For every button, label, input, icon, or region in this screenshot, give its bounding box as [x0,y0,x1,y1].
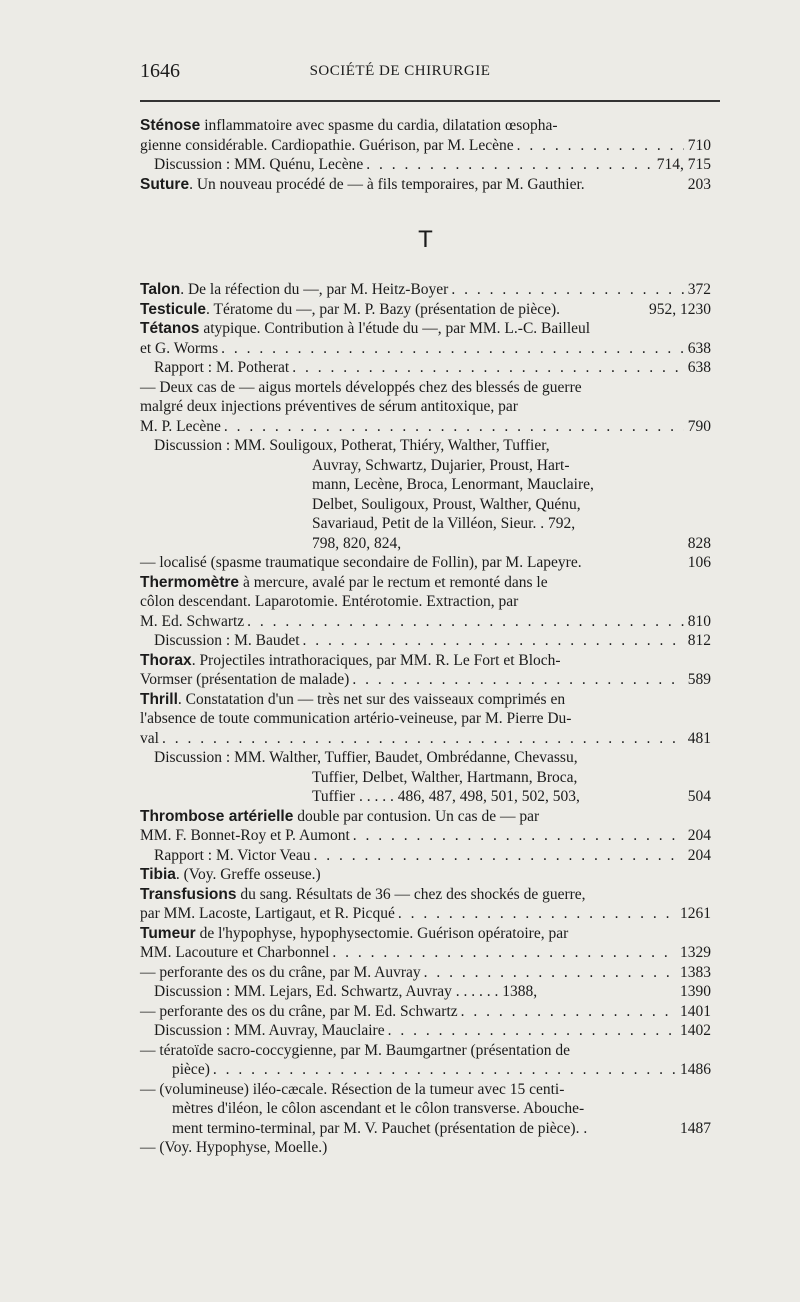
index-line-text: Tuffier, Delbet, Walther, Hartmann, Broca, [312,768,578,786]
index-line [140,846,711,866]
dot-leader [363,155,653,175]
index-line [140,982,711,1002]
index-line-text: l'absence de toute communication artério-veineuse, par M. Pierre Du- [140,710,572,727]
index-line [140,631,711,651]
index-line-text: MM. F. Bonnet-Roy et P. Aumont [140,827,350,844]
dot-leader [221,417,684,437]
index-line-text: par MM. Lacoste, Lartigaut, et R. Picqué [140,905,395,922]
dot-leader [218,339,684,359]
index-line-text: Discussion : MM. Walther, Tuffier, Baudet, Ombrédanne, Chevassu, [154,749,578,766]
index-line-text: Transfusions du sang. Résultats de 36 — chez des shockés de guerre, [140,885,586,903]
header-rule [140,100,720,102]
index-line-text: côlon descendant. Laparotomie. Entérotomie. Extraction, par [140,593,519,610]
index-line [140,768,711,788]
page-reference: 1329 [680,944,711,961]
page-reference: 828 [687,534,711,552]
index-line-text: Discussion : MM. Auvray, Mauclaire [154,1022,385,1039]
index-line-text: ment termino-terminal, par M. V. Pauchet (présentation de pièce). . [172,1119,588,1137]
index-line-text: et G. Worms [140,339,219,357]
page-reference: 203 [687,175,711,193]
index-line [140,943,711,963]
index-line [140,417,711,437]
index-line-text: Rapport : M. Victor Veau [154,846,311,864]
index-line-text: Discussion : MM. Souligoux, Potherat, Thiéry, Walther, Tuffier, [154,437,550,454]
page-reference: 1401 [680,1002,711,1020]
index-line [140,670,711,690]
index-headword: Thermomètre [140,573,240,591]
index-line [140,690,711,710]
index-line [140,651,711,671]
index-line-text: Rapport : M. Potherat [154,359,290,376]
index-line-text: — localisé (spasme traumatique secondaire de Follin), par M. Lapeyre. [140,554,582,571]
index-line [140,339,711,359]
index-line-text: Delbet, Souligoux, Proust, Walther, Quénu, [312,495,581,513]
index-line-text: Sténose inflammatoire avec spasme du cardia, dilatation œsopha- [140,117,558,134]
dot-leader [300,631,684,651]
page-reference: 1487 [680,1119,711,1137]
page-number: 1646 [140,60,180,82]
index-line-text: — Deux cas de — aigus mortels développés chez des blessés de guerre [140,378,582,396]
index-line-text: Tibia. (Voy. Greffe osseuse.) [140,866,321,883]
index-line [140,378,711,398]
index-line [140,729,711,749]
index-line [140,787,711,807]
page-reference: 714, 715 [656,156,711,173]
index-line-text: Suture. Un nouveau procédé de — à fils temporaires, par M. Gauthier. [140,175,585,193]
index-line-text: Vormser (présentation de malade) [140,671,350,688]
index-headword: Tétanos [140,320,200,337]
index-line [140,155,711,175]
index-line [140,1099,711,1119]
index-line-text: Thrill. Constatation d'un — très net sur des vaisseaux comprimés en [140,690,566,708]
index-line-text: — tératoïde sacro-coccygienne, par M. Baumgartner (présentation de [140,1041,570,1059]
index-line [140,865,711,885]
index-line [140,553,711,573]
index-line [140,397,711,417]
index-line-text: — perforante des os du crâne, par M. Ed. Schwartz [140,1002,458,1020]
index-line-text: — (Voy. Hypophyse, Moelle.) [140,1139,328,1156]
index-line [140,300,711,320]
index-headword: Testicule [140,300,207,318]
index-line [140,175,711,195]
index-line-text: gienne considérable. Cardiopathie. Guérison, par M. Lecène [140,136,514,154]
index-line [140,534,711,554]
dot-leader [421,963,676,983]
running-title: SOCIÉTÉ DE CHIRURGIE [309,63,491,79]
index-line [140,514,711,534]
index-line [140,436,711,456]
index-headword: Talon [140,281,181,298]
index-line-text: Savariaud, Petit de la Villéon, Sieur. . 792, [312,515,576,532]
index-line [140,456,711,476]
index-line-text: M. Ed. Schwartz [140,612,245,630]
page-reference: 1402 [680,1022,711,1039]
dot-leader [395,904,676,924]
index-line [140,1060,711,1080]
dot-leader [514,136,684,156]
index-line-text: Tuffier . . . . . 486, 487, 498, 501, 502, 503, [312,788,580,805]
dot-leader [448,280,683,300]
index-line [140,748,711,768]
index-line-text: MM. Lacouture et Charbonnel [140,944,330,961]
index-line [140,1021,711,1041]
spacer [582,553,684,573]
section-letter: T [418,226,433,253]
index-line-text: Tumeur de l'hypophyse, hypophysectomie. Guérison opératoire, par [140,924,569,942]
index-line [140,592,711,612]
dot-leader [329,943,676,963]
page-reference: 710 [687,136,711,154]
index-line [140,116,711,136]
index-line-text: Testicule. Tératome du —, par M. P. Bazy (présentation de pièce). [140,300,560,318]
spacer [401,534,684,554]
page-reference: 106 [687,554,711,571]
index-line [140,136,711,156]
index-line [140,963,711,983]
page-reference: 1486 [680,1061,711,1078]
page-reference: 812 [687,632,711,649]
page-reference: 372 [687,281,711,298]
index-line-text: mètres d'iléon, le côlon ascendant et le côlon transverse. Abouche- [172,1100,585,1117]
index-line [140,826,711,846]
index-line-text: — (volumineuse) iléo-cæcale. Résection de la tumeur avec 15 centi- [140,1080,565,1098]
spacer [585,175,684,195]
dot-leader [350,826,684,846]
page-reference: 638 [687,359,711,376]
dot-leader [210,1060,676,1080]
spacer [587,1119,676,1139]
index-line [140,904,711,924]
index-line [140,358,711,378]
page-reference: 1383 [680,963,711,981]
dot-leader [244,612,684,632]
dot-leader [458,1002,676,1022]
page-reference: 810 [687,612,711,630]
index-line [140,709,711,729]
index-line-text: val [140,729,159,747]
index-line [140,885,711,905]
page-reference: 1390 [680,983,711,1000]
page-reference: 204 [687,846,711,864]
index-line-text: Discussion : MM. Lejars, Ed. Schwartz, Auvray . . . . . . 1388, [154,983,538,1000]
index-line [140,495,711,515]
spacer [560,300,645,320]
page-reference: 1261 [680,905,711,922]
page-reference: 638 [687,339,711,357]
index-line-text: Talon. De la réfection du —, par M. Heitz-Boyer [140,281,449,298]
index-headword: Thrill [140,690,178,708]
page-reference: 952, 1230 [649,300,711,318]
page-reference: 204 [687,827,711,844]
spacer [537,982,676,1002]
index-line [140,1080,711,1100]
dot-leader [349,670,683,690]
index-line [140,1002,711,1022]
index-line [140,1119,711,1139]
index-headword: Tumeur [140,924,196,942]
index-headword: Thrombose artérielle [140,807,294,825]
index-line-text: M. P. Lecène [140,417,221,435]
index-line-text: malgré deux injections préventives de sérum antitoxique, par [140,398,518,415]
dot-leader [289,358,684,378]
index-line [140,475,711,495]
index-line [140,612,711,632]
index-headword: Tibia [140,866,176,883]
index-line-text: Tétanos atypique. Contribution à l'étude du —, par MM. L.-C. Bailleul [140,320,591,337]
index-line-text: Thrombose artérielle double par contusion. Un cas de — par [140,807,540,825]
index-line [140,1138,711,1158]
index-line-text: pièce) [172,1061,210,1078]
index-line-text: 798, 820, 824, [312,534,402,552]
index-line [140,319,711,339]
index-headword: Suture [140,175,190,193]
index-line-text: Thorax. Projectiles intrathoraciques, par MM. R. Le Fort et Bloch- [140,651,561,669]
page-reference: 504 [687,788,711,805]
index-line [140,924,711,944]
index-line-text: Auvray, Schwartz, Dujarier, Proust, Hart- [312,456,570,474]
index-line [140,1041,711,1061]
page-reference: 790 [687,417,711,435]
index-line-text: mann, Lecène, Broca, Lenormant, Mauclaire, [312,476,594,493]
index-line [140,807,711,827]
page-reference: 589 [687,671,711,688]
index-line [140,573,711,593]
index-line-text: Thermomètre à mercure, avalé par le rectum et remonté dans le [140,573,548,591]
index-headword: Transfusions [140,885,237,903]
index-headword: Sténose [140,117,201,134]
index-line-text: Discussion : MM. Quénu, Lecène [154,156,364,173]
page-reference: 481 [687,729,711,747]
dot-leader [159,729,684,749]
dot-leader [385,1021,676,1041]
index-headword: Thorax [140,651,192,669]
spacer [580,787,684,807]
dot-leader [311,846,684,866]
index-content [140,116,711,1158]
index-line [140,280,711,300]
index-line-text: Discussion : M. Baudet [154,632,300,649]
index-line-text: — perforante des os du crâne, par M. Auvray [140,963,421,981]
